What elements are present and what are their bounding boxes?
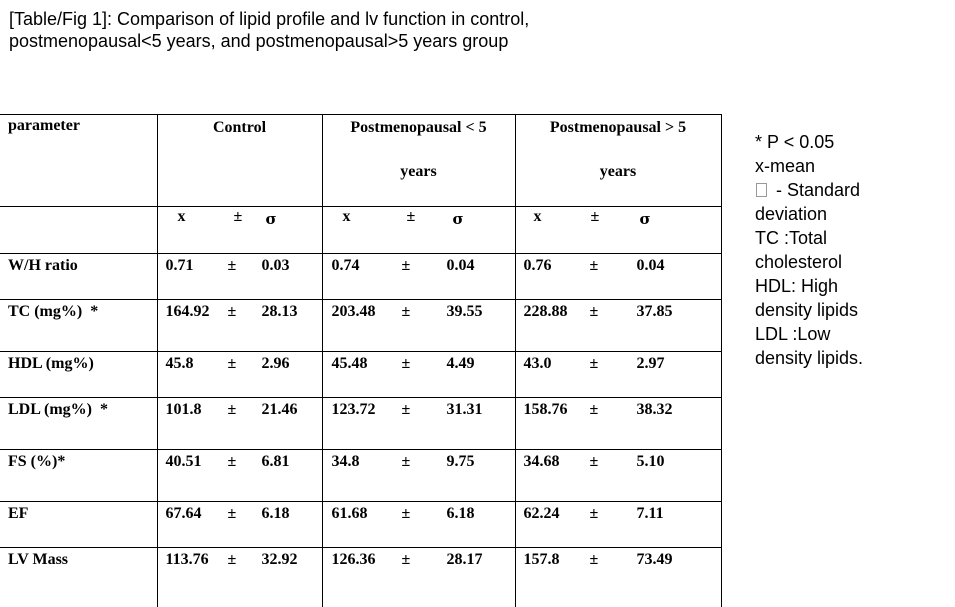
table-subheader-row: [0, 207, 721, 254]
value-cell: [515, 548, 721, 607]
mean-value: 157.8: [524, 551, 560, 569]
param-label: W/H ratio: [0, 254, 157, 275]
group-header-postmeno-gt5: [515, 115, 721, 207]
sd-value: 38.32: [637, 401, 673, 419]
param-label: TC (mg%) *: [0, 300, 157, 321]
note-cholesterol: cholesterol: [755, 250, 945, 274]
value-cell: [515, 450, 721, 502]
plus-minus-symbol: ±: [590, 355, 599, 373]
table-header-row: [0, 115, 721, 207]
subheader-cell: [157, 207, 322, 254]
param-header: parameter: [0, 115, 157, 135]
note-ldl-def: density lipids.: [755, 346, 945, 370]
sigma-symbol: σ: [266, 210, 277, 228]
sd-value: 0.04: [637, 257, 665, 275]
value-cell: [157, 352, 322, 398]
plus-minus-symbol: ±: [228, 551, 237, 569]
plus-minus-symbol: ±: [402, 257, 411, 275]
table-row: [0, 548, 721, 607]
sd-value: 2.97: [637, 355, 665, 373]
sd-value: 6.18: [447, 505, 475, 523]
caption-line-1: [Table/Fig 1]: Comparison of lipid profile and lv function in control,: [9, 8, 769, 30]
sd-value: 5.10: [637, 453, 665, 471]
mean-value: 158.76: [524, 401, 568, 419]
plus-minus-symbol: ±: [402, 453, 411, 471]
value-cell: [515, 502, 721, 548]
group-header-line2: years: [323, 150, 515, 194]
group-header-line1: Control: [158, 106, 322, 150]
note-ldl: LDL :Low: [755, 322, 945, 346]
value-cell: [157, 450, 322, 502]
plus-minus-symbol: ±: [228, 355, 237, 373]
mean-value: 34.68: [524, 453, 560, 471]
param-label: FS (%)*: [0, 450, 157, 471]
missing-glyph-icon: [756, 183, 767, 197]
plus-minus-symbol: ±: [228, 257, 237, 275]
table-row: [0, 398, 721, 450]
value-cell: [515, 300, 721, 352]
lipid-profile-table: [0, 114, 722, 607]
mean-value: 0.76: [524, 257, 552, 275]
plus-minus-symbol: ±: [228, 505, 237, 523]
param-cell: [0, 254, 157, 300]
table-notes: [755, 130, 945, 370]
mean-value: 45.48: [332, 355, 368, 373]
sd-value: 39.55: [447, 303, 483, 321]
value-cell: [157, 548, 322, 607]
group-header-postmeno-lt5: [322, 115, 515, 207]
plus-minus-symbol: ±: [228, 453, 237, 471]
mean-value: 123.72: [332, 401, 376, 419]
param-cell: [0, 398, 157, 450]
note-hdl: HDL: High: [755, 274, 945, 298]
value-cell: [322, 300, 515, 352]
group-header-control: [157, 115, 322, 207]
mean-value: 0.74: [332, 257, 360, 275]
plus-minus-symbol: ±: [402, 505, 411, 523]
value-cell: [322, 352, 515, 398]
subheader-cell: [322, 207, 515, 254]
plus-minus-symbol: ±: [590, 303, 599, 321]
note-tc: TC :Total: [755, 226, 945, 250]
note-significance: * P < 0.05: [755, 130, 945, 154]
sd-value: 32.92: [262, 551, 298, 569]
plus-minus-symbol: ±: [402, 355, 411, 373]
table-row: [0, 300, 721, 352]
plus-minus-symbol: ±: [402, 303, 411, 321]
plus-minus-symbol: ±: [590, 257, 599, 275]
value-cell: [157, 254, 322, 300]
note-deviation: deviation: [755, 202, 945, 226]
plus-minus-symbol: ±: [402, 401, 411, 419]
sd-value: 28.17: [447, 551, 483, 569]
sd-value: 31.31: [447, 401, 483, 419]
mean-symbol: x: [343, 208, 351, 226]
mean-value: 40.51: [166, 453, 202, 471]
plus-minus-symbol: ±: [402, 551, 411, 569]
plus-minus-symbol: ±: [591, 208, 600, 226]
sd-value: 21.46: [262, 401, 298, 419]
value-cell: [322, 254, 515, 300]
value-cell: [515, 352, 721, 398]
note-sd: [755, 178, 945, 202]
param-label: EF: [0, 502, 157, 523]
note-hdl-def: density lipids: [755, 298, 945, 322]
sd-value: 28.13: [262, 303, 298, 321]
mean-value: 67.64: [166, 505, 202, 523]
value-cell: [322, 502, 515, 548]
value-cell: [157, 502, 322, 548]
param-cell: [0, 352, 157, 398]
sd-value: 6.81: [262, 453, 290, 471]
table-row: [0, 254, 721, 300]
mean-value: 126.36: [332, 551, 376, 569]
param-header-cell: [0, 115, 157, 207]
value-cell: [157, 398, 322, 450]
param-label: LDL (mg%) *: [0, 398, 157, 419]
mean-symbol: x: [534, 208, 542, 226]
sd-value: 0.03: [262, 257, 290, 275]
sd-value: 0.04: [447, 257, 475, 275]
sd-value: 37.85: [637, 303, 673, 321]
note-sd-text: - Standard: [771, 180, 860, 200]
mean-value: 0.71: [166, 257, 194, 275]
table-row: [0, 450, 721, 502]
subheader-cell: [515, 207, 721, 254]
group-header-line1: Postmenopausal > 5: [516, 106, 721, 150]
plus-minus-symbol: ±: [590, 401, 599, 419]
sd-value: 6.18: [262, 505, 290, 523]
group-header-line1: Postmenopausal < 5: [323, 106, 515, 150]
value-cell: [515, 398, 721, 450]
subheader-empty-cell: [0, 207, 157, 254]
plus-minus-symbol: ±: [590, 505, 599, 523]
figure-caption: [9, 8, 769, 52]
mean-value: 164.92: [166, 303, 210, 321]
plus-minus-symbol: ±: [228, 303, 237, 321]
plus-minus-symbol: ±: [590, 453, 599, 471]
mean-value: 203.48: [332, 303, 376, 321]
mean-value: 228.88: [524, 303, 568, 321]
sigma-symbol: σ: [640, 210, 651, 228]
param-cell: [0, 450, 157, 502]
sd-value: 4.49: [447, 355, 475, 373]
mean-value: 61.68: [332, 505, 368, 523]
mean-symbol: x: [178, 208, 186, 226]
value-cell: [515, 254, 721, 300]
note-mean: x-mean: [755, 154, 945, 178]
plus-minus-symbol: ±: [228, 401, 237, 419]
value-cell: [322, 450, 515, 502]
param-cell: [0, 300, 157, 352]
value-cell: [157, 300, 322, 352]
table-row: [0, 352, 721, 398]
param-label: LV Mass: [0, 548, 157, 569]
plus-minus-symbol: ±: [407, 208, 416, 226]
sd-value: 9.75: [447, 453, 475, 471]
sd-value: 7.11: [637, 505, 664, 523]
sigma-symbol: σ: [453, 210, 464, 228]
value-cell: [322, 548, 515, 607]
plus-minus-symbol: ±: [234, 208, 243, 226]
table-row: [0, 502, 721, 548]
param-cell: [0, 548, 157, 607]
param-cell: [0, 502, 157, 548]
value-cell: [322, 398, 515, 450]
mean-value: 113.76: [166, 551, 209, 569]
sd-value: 2.96: [262, 355, 290, 373]
caption-line-2: postmenopausal<5 years, and postmenopausal>5 years group: [9, 30, 769, 52]
mean-value: 101.8: [166, 401, 202, 419]
mean-value: 43.0: [524, 355, 552, 373]
mean-value: 62.24: [524, 505, 560, 523]
group-header-line2: years: [516, 150, 721, 194]
param-label: HDL (mg%): [0, 352, 157, 373]
plus-minus-symbol: ±: [590, 551, 599, 569]
sd-value: 73.49: [637, 551, 673, 569]
mean-value: 34.8: [332, 453, 360, 471]
mean-value: 45.8: [166, 355, 194, 373]
